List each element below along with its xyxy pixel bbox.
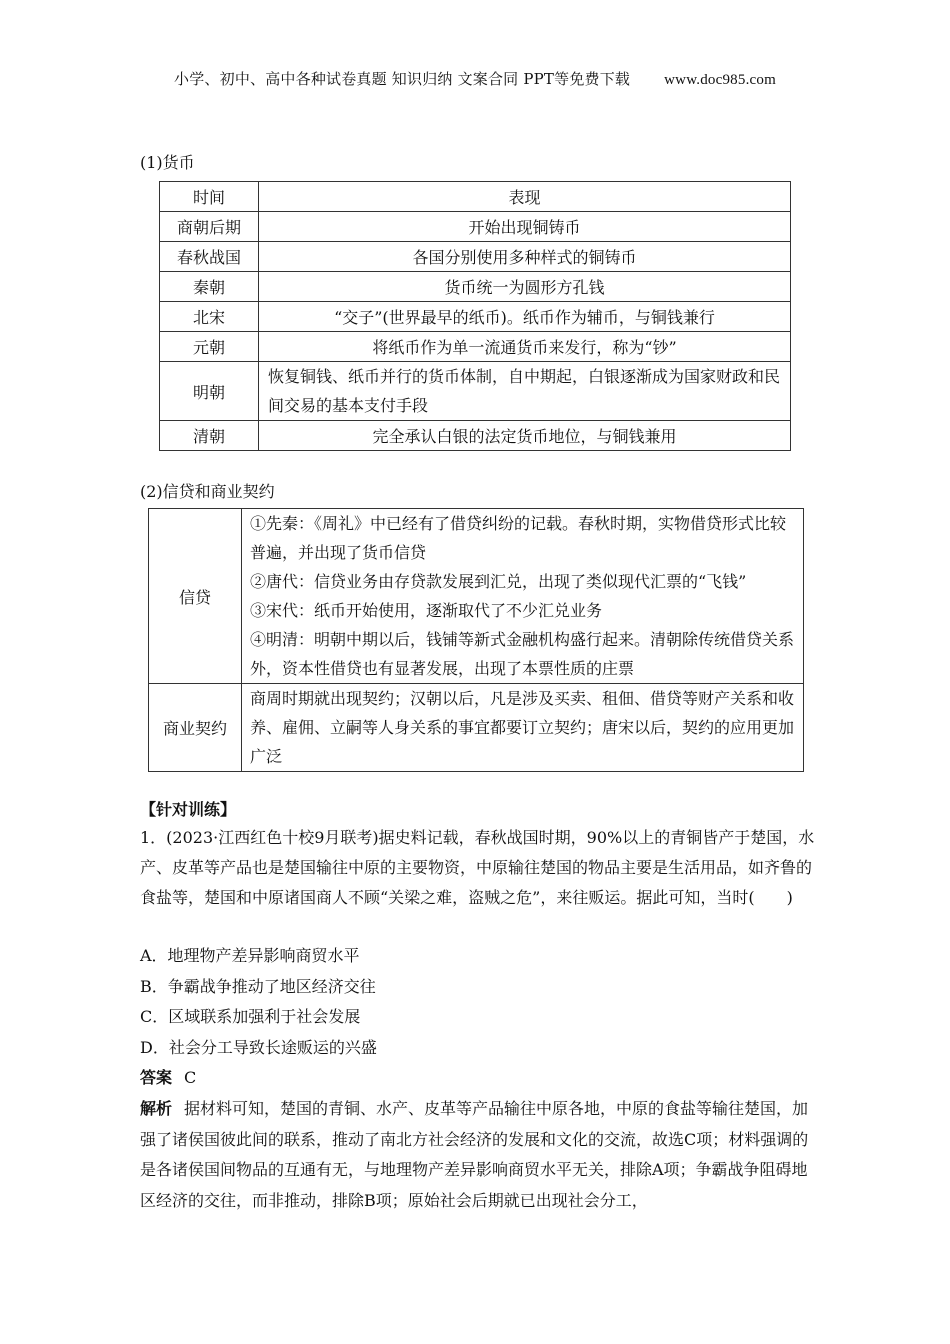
question-text: 1．(2023·江西红色十校9月联考)据史料记载，春秋战国时期，90%以上的青铜皆产于楚国，水产、皮革等产品也是楚国输往中原的主要物资，中原输往楚国的物品主要是生活用品，如齐鲁的食盐等，楚国和中原诸国商人不顾“关梁之难，盗贼之危”，来往贩运。据此可知，当时( )	[140, 828, 815, 907]
section-title-currency: (1)货币	[140, 153, 195, 172]
table-row	[149, 509, 804, 684]
era-cell: 秦朝	[160, 272, 259, 302]
credit-content	[242, 509, 804, 684]
contract-label: 商业契约	[149, 684, 242, 772]
era-cell: 北宋	[160, 302, 259, 332]
option-d[interactable]: D．社会分工导致长途贩运的兴盛	[140, 1037, 377, 1057]
desc-cell: 恢复铜钱、纸币并行的货币体制，自中期起，白银逐渐成为国家财政和民间交易的基本支付手段	[259, 362, 791, 421]
practice-title: 【针对训练】	[140, 800, 237, 819]
credit-item: ④明清：明朝中期以后，钱铺等新式金融机构盛行起来。清朝除传统借贷关系外，资本性借贷也有显著发展，出现了本票性质的庄票	[250, 630, 795, 678]
desc-cell: 将纸币作为单一流通货币来发行，称为“钞”	[259, 332, 791, 362]
section-title-credit: (2)信贷和商业契约	[140, 482, 275, 501]
answer-line	[140, 1065, 820, 1088]
option-a[interactable]: A．地理物产差异影响商贸水平	[140, 946, 360, 965]
table-row	[160, 302, 791, 332]
page-header	[0, 68, 950, 89]
desc-cell: 开始出现铜铸币	[259, 212, 791, 242]
header-text: 小学、初中、高中各种试卷真题 知识归纳 文案合同 PPT等免费下载	[174, 70, 631, 88]
credit-table	[148, 508, 804, 772]
credit-label: 信贷	[149, 509, 242, 684]
contract-content: 商周时期就出现契约；汉朝以后，凡是涉及买卖、租佃、借贷等财产关系和收养、雇佣、立嗣等人身关系的事宜都要订立契约；唐宋以后，契约的应用更加广泛	[242, 684, 804, 772]
era-cell: 清朝	[160, 421, 259, 451]
credit-item: ③宋代：纸币开始使用，逐渐取代了不少汇兑业务	[250, 601, 603, 620]
header-cell-desc: 表现	[259, 182, 791, 212]
era-cell: 元朝	[160, 332, 259, 362]
table-row	[160, 212, 791, 242]
explanation-label: 解析	[140, 1099, 173, 1118]
explanation	[140, 1094, 820, 1216]
credit-item: ②唐代：信贷业务由存贷款发展到汇兑，出现了类似现代汇票的“飞钱”	[250, 572, 747, 591]
header-site[interactable]: www.doc985.com	[664, 72, 776, 88]
credit-item: ①先秦：《周礼》中已经有了借贷纠纷的记载。春秋时期，实物借贷形式比较普遍，并出现了货币信贷	[250, 514, 787, 562]
option-b[interactable]: B．争霸战争推动了地区经济交往	[140, 976, 376, 996]
table-row	[160, 362, 791, 421]
desc-cell: 货币统一为圆形方孔钱	[259, 272, 791, 302]
explanation-text: 据材料可知，楚国的青铜、水产、皮革等产品输往中原各地，中原的食盐等输往楚国，加强了诸侯国彼此间的联系，推动了南北方社会经济的发展和文化的交流，故选C项；材料强调的是各诸侯国间物品的互通有无，与地理物产差异影响商贸水平无关，排除A项；争霸战争阻碍地区经济的交往，而非推动，排除B项；原始社会后期就已出现社会分工，	[140, 1099, 809, 1210]
desc-cell: “交子”(世界最早的纸币)。纸币作为辅币，与铜钱兼行	[259, 302, 791, 332]
table-row	[160, 242, 791, 272]
era-cell: 商朝后期	[160, 212, 259, 242]
table-row	[149, 684, 804, 772]
table-row	[160, 421, 791, 451]
table-row	[160, 332, 791, 362]
answer-label: 答案	[140, 1068, 173, 1087]
desc-cell: 完全承认白银的法定货币地位，与铜钱兼用	[259, 421, 791, 451]
option-c[interactable]: C．区域联系加强利于社会发展	[140, 1007, 361, 1026]
table-row	[160, 272, 791, 302]
table-header-row	[160, 182, 791, 212]
era-cell: 明朝	[160, 362, 259, 421]
options-list	[140, 941, 820, 1063]
answer-value: C	[184, 1068, 197, 1087]
era-cell: 春秋战国	[160, 242, 259, 272]
header-cell-time: 时间	[160, 182, 259, 212]
desc-cell: 各国分别使用多种样式的铜铸币	[259, 242, 791, 272]
currency-table	[159, 181, 791, 451]
